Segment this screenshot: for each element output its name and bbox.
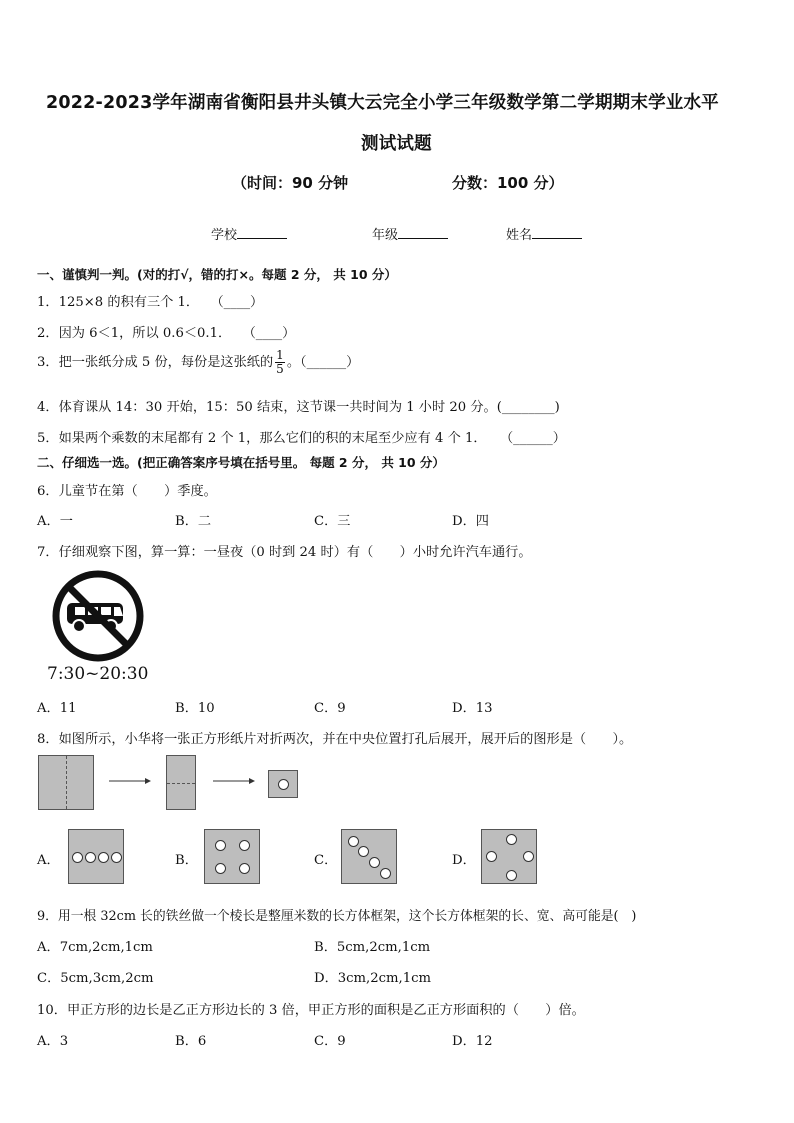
question-3-text: 3．把一张纸分成 5 份，每份是这张纸的 [37, 355, 274, 370]
answer-blank-4[interactable]: (________) [496, 400, 560, 415]
q10-option-a[interactable]: A．3 [37, 1034, 69, 1049]
q7-option-d[interactable]: D．13 [452, 701, 493, 716]
q8-option-b-label[interactable]: B． [175, 853, 198, 868]
hole [85, 852, 96, 863]
question-4 [37, 396, 560, 415]
hole [98, 852, 109, 863]
school-label: 学校 [211, 228, 238, 243]
q8-option-d-label[interactable]: D． [452, 853, 476, 868]
question-4-text: 4．体育课从 14：30 开始，15：50 结束，这节课一共时间为 1 小时 20 分。 [37, 400, 497, 415]
q8-option-c-figure[interactable] [341, 829, 397, 884]
answer-blank-3[interactable]: （______） [300, 355, 360, 370]
folded-once-paper [166, 755, 196, 810]
hole [486, 851, 497, 862]
question-1 [37, 291, 263, 310]
q9-option-c[interactable]: C．5cm,3cm,2cm [37, 971, 154, 986]
hole [523, 851, 534, 862]
punched-hole [278, 779, 289, 790]
q10-option-d[interactable]: D．12 [452, 1034, 493, 1049]
q7-option-a[interactable]: A．11 [37, 701, 77, 716]
arrow-right-icon [109, 776, 153, 786]
question-3-end: 。 [286, 355, 300, 370]
question-2-text: 2．因为 6＜1，所以 0.6＜0.1． [37, 326, 232, 341]
answer-blank-5[interactable]: （______） [506, 431, 566, 446]
question-6: 6．儿童节在第（ ）季度。 [37, 484, 217, 499]
q8-option-b-figure[interactable] [204, 829, 260, 884]
q6-option-d[interactable]: D．四 [452, 514, 489, 529]
hole [358, 846, 369, 857]
hole [348, 836, 359, 847]
hole [239, 840, 250, 851]
q9-option-a[interactable]: A．7cm,2cm,1cm [37, 940, 153, 955]
q8-option-c-label[interactable]: C． [314, 853, 338, 868]
q8-option-a-figure[interactable] [68, 829, 124, 884]
name-label: 姓名 [506, 228, 533, 243]
q7-option-c[interactable]: C．9 [314, 701, 346, 716]
fold-line [66, 756, 67, 809]
hole [239, 863, 250, 874]
q9-option-d[interactable]: D．3cm,2cm,1cm [314, 971, 431, 986]
question-8: 8．如图所示，小华将一张正方形纸片对折两次，并在中央位置打孔后展开，展开后的图形是（ ）。 [37, 732, 633, 747]
answer-blank-2[interactable]: （____） [249, 326, 296, 341]
document-title-line1: 2022-2023学年湖南省衡阳县井头镇大云完全小学三年级数学第二学期期末学业水平 [46, 93, 719, 113]
q9-option-b[interactable]: B．5cm,2cm,1cm [314, 940, 431, 955]
sign-caption: 7:30~20:30 [47, 664, 149, 684]
question-10: 10．甲正方形的边长是乙正方形边长的 3 倍，甲正方形的面积是乙正方形面积的（ ）倍。 [37, 1003, 585, 1018]
question-1-text: 1．125×8 的积有三个 1． [37, 295, 200, 310]
name-blank[interactable] [532, 224, 582, 239]
school-field[interactable] [211, 224, 287, 243]
hole [215, 840, 226, 851]
answer-blank-1[interactable]: （____） [217, 295, 264, 310]
question-3 [37, 349, 359, 376]
hole [111, 852, 122, 863]
question-5-text: 5．如果两个乘数的末尾都有 2 个 1，那么它们的积的末尾至少应有 4 个 1． [37, 431, 487, 446]
question-5 [37, 427, 566, 446]
exam-time: （时间：90 分钟 [232, 174, 349, 192]
hole [215, 863, 226, 874]
grade-label: 年级 [372, 228, 399, 243]
school-blank[interactable] [237, 224, 287, 239]
hole [72, 852, 83, 863]
hole [506, 834, 517, 845]
q6-option-c[interactable]: C．三 [314, 514, 351, 529]
hole [506, 870, 517, 881]
q8-option-d-figure[interactable] [481, 829, 537, 884]
question-9: 9．用一根 32cm 长的铁丝做一个棱长是整厘米数的长方体框架，这个长方体框架的长、宽、高可能是( ) [37, 909, 637, 924]
fold-line-horizontal [167, 783, 195, 784]
document-title-line2: 测试试题 [361, 134, 432, 154]
question-2 [37, 322, 295, 341]
q8-option-a-label[interactable]: A． [37, 853, 60, 868]
q6-option-a[interactable]: A．一 [37, 514, 73, 529]
question-7: 7．仔细观察下图，算一算：一昼夜（0 时到 24 时）有（ ）小时允许汽车通行。 [37, 545, 532, 560]
grade-field[interactable] [372, 224, 448, 243]
q10-option-c[interactable]: C．9 [314, 1034, 346, 1049]
full-square-paper [38, 755, 94, 810]
no-bus-sign-icon [50, 568, 146, 664]
fraction-one-fifth [275, 349, 285, 376]
section1-heading: 一、谨慎判一判。(对的打√，错的打×。每题 2 分， 共 10 分） [37, 267, 397, 282]
q6-option-b[interactable]: B．二 [175, 514, 212, 529]
section2-heading: 二、仔细选一选。(把正确答案序号填在括号里。 每题 2 分， 共 10 分） [37, 455, 445, 470]
q7-option-b[interactable]: B．10 [175, 701, 215, 716]
folded-twice-paper [268, 770, 298, 798]
fraction-numerator: 1 [276, 348, 284, 362]
exam-score: 分数：100 分） [452, 174, 564, 192]
hole [380, 868, 391, 879]
q10-option-b[interactable]: B．6 [175, 1034, 207, 1049]
grade-blank[interactable] [398, 224, 448, 239]
fraction-denominator: 5 [276, 362, 284, 376]
hole [369, 857, 380, 868]
arrow-right-icon [213, 776, 257, 786]
name-field[interactable] [506, 224, 582, 243]
